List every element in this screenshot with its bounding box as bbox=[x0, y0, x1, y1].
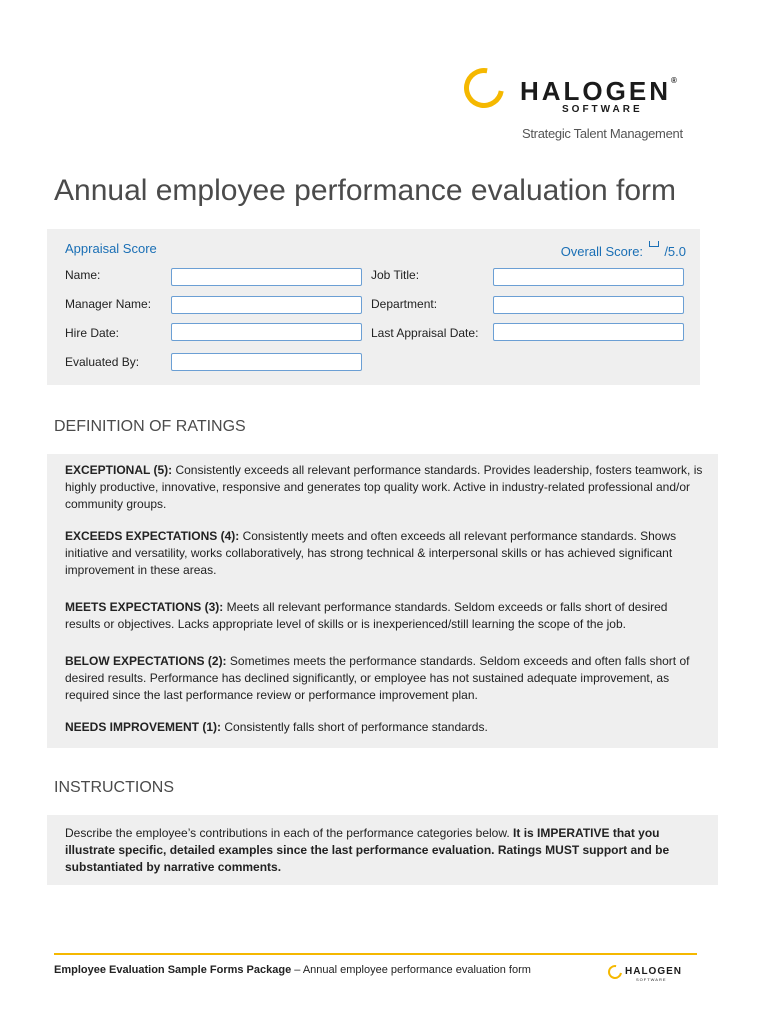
footer-logo-sub: SOFTWARE bbox=[636, 977, 667, 982]
department-field[interactable] bbox=[493, 296, 684, 314]
evaluated-by-field[interactable] bbox=[171, 353, 362, 371]
job-title-label: Job Title: bbox=[371, 268, 420, 282]
hire-date-field[interactable] bbox=[171, 323, 362, 341]
instructions-panel bbox=[47, 815, 718, 885]
instructions-text: Describe the employee’s contributions in each of the performance categories below. It is IMPERATIVE that you illustrate specific, detailed examples since the last performance evaluation. Ratings MUST support and be substantiated by narrative comments. bbox=[65, 826, 670, 874]
halogen-logo bbox=[462, 64, 712, 154]
hire-date-label: Hire Date: bbox=[65, 326, 120, 340]
instructions-heading: INSTRUCTIONS bbox=[54, 779, 174, 796]
appraisal-section-label: Appraisal Score bbox=[65, 241, 157, 256]
rating-exceeds: EXCEEDS EXPECTATIONS (4): Consistently meets and often exceeds all relevant performance standards. Shows initiative and versatility, works collaboratively, has strong technical & interpersonal skills or has achieved significant improvement in these areas. bbox=[65, 529, 677, 577]
department-label: Department: bbox=[371, 297, 438, 311]
last-appraisal-date-label: Last Appraisal Date: bbox=[371, 326, 479, 340]
name-field[interactable] bbox=[171, 268, 362, 286]
overall-score: Overall Score: /5.0 bbox=[561, 241, 686, 259]
evaluated-by-label: Evaluated By: bbox=[65, 355, 140, 369]
overall-score-field[interactable] bbox=[649, 241, 659, 247]
page-title: Annual employee performance evaluation form bbox=[54, 174, 677, 207]
footer-text: Employee Evaluation Sample Forms Package – Annual employee performance evaluation form bbox=[54, 964, 531, 976]
job-title-field[interactable] bbox=[493, 268, 684, 286]
footer-divider bbox=[54, 953, 697, 955]
manager-name-field[interactable] bbox=[171, 296, 362, 314]
manager-name-label: Manager Name: bbox=[65, 297, 152, 311]
definitions-panel bbox=[47, 454, 718, 748]
rating-meets: MEETS EXPECTATIONS (3): Meets all relevant performance standards. Seldom exceeds or falls short of desired results or objectives. Lacks appropriate level of skills or is inexperienced/still learning the scope of the job. bbox=[65, 600, 668, 631]
appraisal-panel bbox=[47, 229, 700, 385]
logo-sub: SOFTWARE bbox=[562, 104, 643, 115]
logo-brand: HALOGEN® bbox=[520, 76, 677, 106]
rating-exceptional: EXCEPTIONAL (5): Consistently exceeds all relevant performance standards. Provides leadership, fosters teamwork, is highly productive, innovative, responsive and generates top quality work. Active in industry-related professional and/or community groups. bbox=[65, 463, 703, 511]
logo-tagline: Strategic Talent Management bbox=[522, 126, 683, 141]
name-label: Name: bbox=[65, 268, 101, 282]
halogen-ring-icon bbox=[456, 60, 512, 116]
rating-below: BELOW EXPECTATIONS (2): Sometimes meets the performance standards. Seldom exceeds and often falls short of desired results. Performance has declined significantly, or employee has not sustained adequate improvement, as required since the last performance review or performance improvement plan. bbox=[65, 654, 690, 702]
footer-logo bbox=[608, 964, 698, 984]
definitions-heading: DEFINITION OF RATINGS bbox=[54, 418, 246, 435]
footer-ring-icon bbox=[605, 962, 624, 981]
last-appraisal-date-field[interactable] bbox=[493, 323, 684, 341]
rating-needs-improvement: NEEDS IMPROVEMENT (1): Consistently falls short of performance standards. bbox=[65, 720, 488, 734]
footer-logo-brand: HALOGEN bbox=[625, 966, 682, 977]
